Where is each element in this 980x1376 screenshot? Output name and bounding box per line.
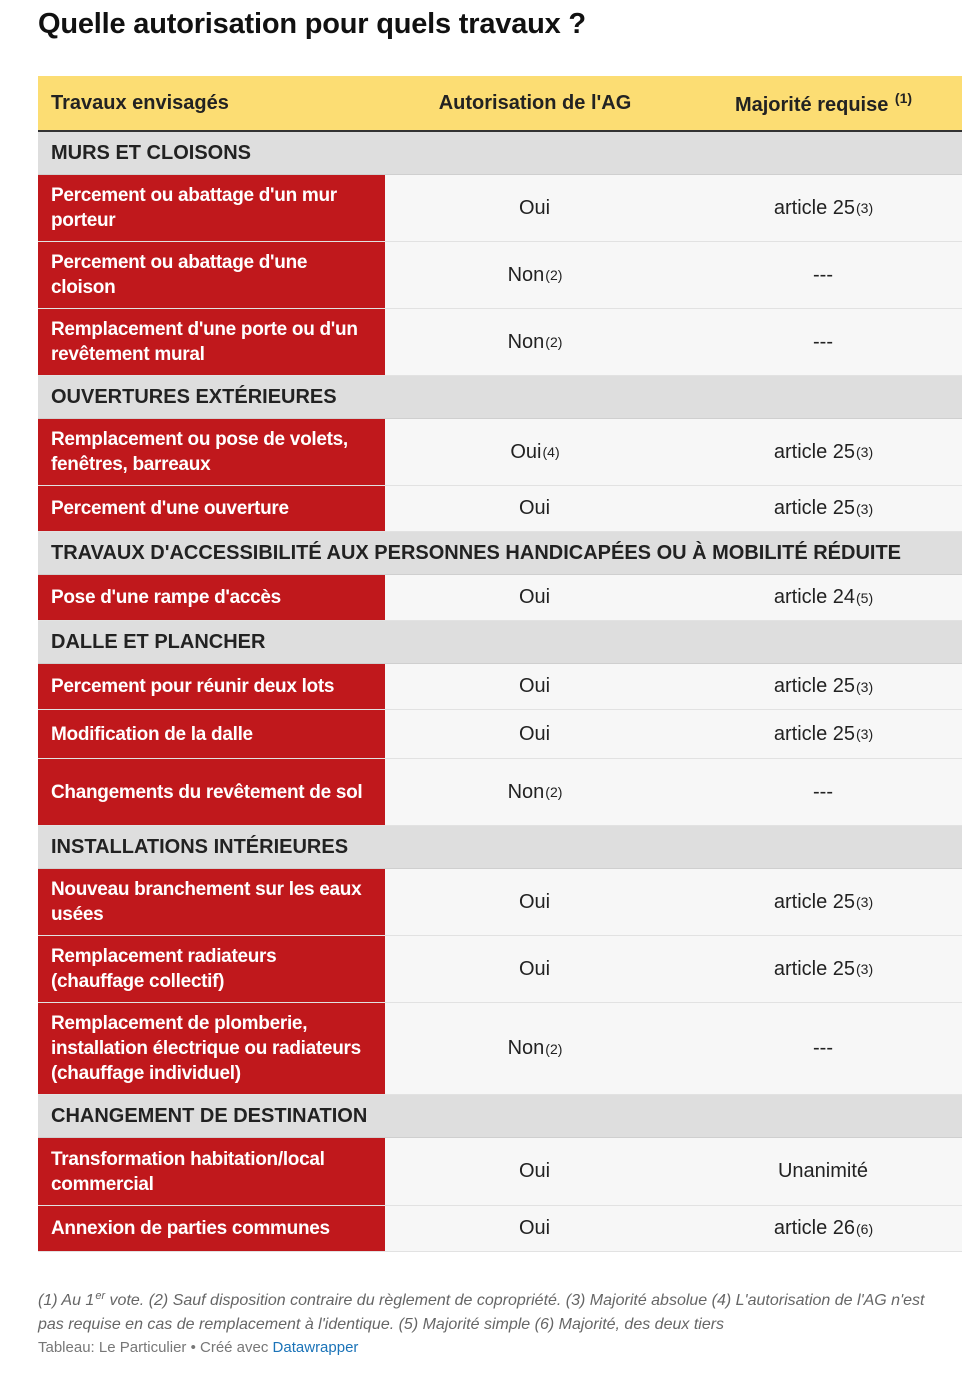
table-row [38,869,962,936]
autorisation-cell: Oui [518,957,551,980]
datawrapper-link[interactable]: Datawrapper [272,1339,359,1356]
data-table [38,76,962,1252]
majorite-cell: article 25 (3) [773,196,874,219]
travaux-cell: Transformation habitation/local commercial [38,1138,385,1205]
travaux-cell: Remplacement ou pose de volets, fenêtres, barreaux [38,419,385,485]
section-header: OUVERTURES EXTÉRIEURES [38,376,962,419]
majorite-cell: article 25 (3) [773,440,874,463]
table-row [38,1003,962,1095]
majorite-cell: Unanimité [777,1160,869,1182]
header-majorite: Majorité requise $^{(1)}$ [734,89,913,116]
autorisation-cell: Oui [518,497,551,519]
credit-line: Tableau: Le Particulier • Créé avec Datawrapper [38,1339,359,1356]
travaux-cell: Remplacement radiateurs (chauffage collectif) [38,936,385,1002]
footnotes: (1) Au 1er vote. (2) Sauf disposition contraire du règlement de copropriété. (3) Majorité absolue (4) L'autorisation de l'AG n'est pas requise en cas de remplacement à l'identique. (5) Majorité simple (6) Majorité, des deux tiers [38,1290,925,1333]
autorisation-cell: Oui [518,675,551,697]
header-travaux: Travaux envisagés [51,91,229,114]
autorisation-cell: Oui (4) [510,440,560,463]
table-row [38,936,962,1003]
page-title: Quelle autorisation pour quels travaux ? [38,8,586,40]
section-header: TRAVAUX D'ACCESSIBILITÉ AUX PERSONNES HANDICAPÉES OU À MOBILITÉ RÉDUITE [38,532,962,575]
travaux-cell: Percement pour réunir deux lots [38,664,385,709]
table-body [38,132,962,1252]
autorisation-cell: Oui [518,196,551,219]
section-header: MURS ET CLOISONS [38,132,962,175]
table-row [38,1206,962,1252]
majorite-cell: --- [813,1037,833,1059]
majorite-cell: article 25 (3) [773,497,874,519]
majorite-cell: --- [813,780,833,803]
travaux-cell: Nouveau branchement sur les eaux usées [38,869,385,935]
table-row [38,242,962,309]
travaux-cell: Modification de la dalle [38,710,385,758]
majorite-cell: article 25 (3) [773,675,874,697]
majorite-cell: article 24 (5) [773,586,874,608]
table-row [38,664,962,710]
table-row [38,575,962,621]
table-row [38,759,962,826]
travaux-cell: Annexion de parties communes [38,1206,385,1251]
travaux-cell: Pose d'une rampe d'accès [38,575,385,620]
autorisation-cell: Oui [518,1160,551,1182]
autorisation-cell: Oui [518,722,551,745]
travaux-cell: Percement d'une ouverture [38,486,385,531]
header-autorisation: Autorisation de l'AG [438,91,632,114]
majorite-cell: --- [813,263,833,286]
majorite-cell: article 25 (3) [773,890,874,913]
travaux-cell: Remplacement de plomberie, installation électrique ou radiateurs (chauffage individuel) [38,1003,385,1094]
travaux-cell: Remplacement d'une porte ou d'un revêtement mural [38,309,385,375]
table-header [38,76,962,132]
travaux-cell: Changements du revêtement de sol [38,759,385,825]
autorisation-cell: Non (2) [507,1037,563,1059]
travaux-cell: Percement ou abattage d'une cloison [38,242,385,308]
table-row [38,486,962,532]
travaux-cell: Percement ou abattage d'un mur porteur [38,175,385,241]
table-row [38,710,962,759]
section-header: DALLE ET PLANCHER [38,621,962,664]
majorite-cell: article 26 (6) [773,1217,874,1239]
table-row [38,175,962,242]
section-header: INSTALLATIONS INTÉRIEURES [38,826,962,869]
table-row [38,419,962,486]
autorisation-cell: Non (2) [507,330,563,353]
majorite-cell: --- [813,330,833,353]
majorite-cell: article 25 (3) [773,722,874,745]
autorisation-cell: Non (2) [507,263,563,286]
table-row [38,1138,962,1206]
autorisation-cell: Oui [518,890,551,913]
autorisation-cell: Non (2) [507,780,563,803]
autorisation-cell: Oui [518,586,551,608]
majorite-cell: article 25 (3) [773,957,874,980]
autorisation-cell: Oui [518,1217,551,1239]
section-header: CHANGEMENT DE DESTINATION [38,1095,962,1138]
table-row [38,309,962,376]
